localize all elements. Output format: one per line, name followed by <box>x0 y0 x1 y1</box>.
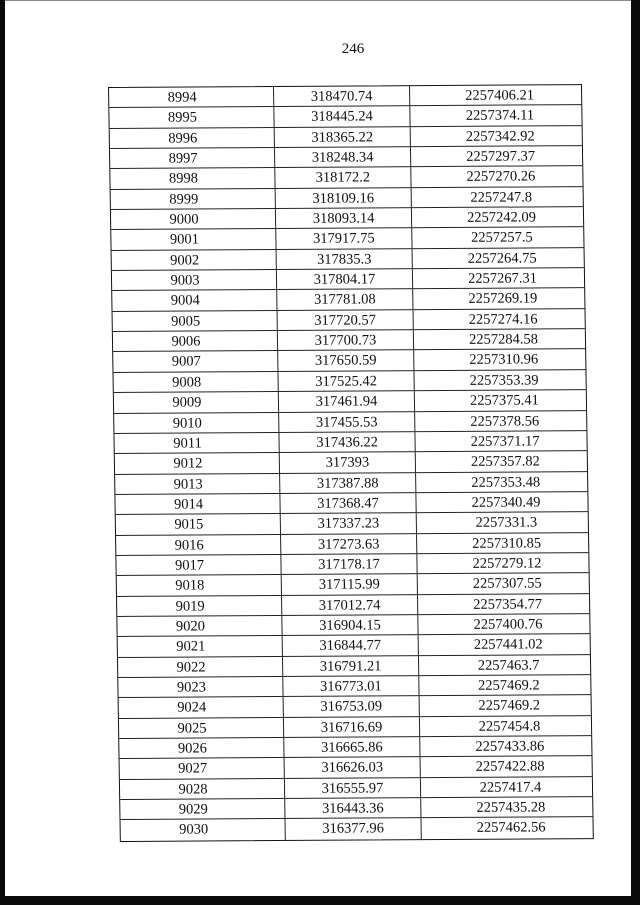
x-coordinate-cell: 317368.47 <box>279 493 415 513</box>
point-id-cell: 9003 <box>170 272 200 289</box>
table-row <box>119 716 591 739</box>
y-coordinate-cell: 2257242.09 <box>411 207 583 227</box>
table-row <box>111 207 583 230</box>
x-coordinate-cell: 317012.74 <box>281 595 417 615</box>
table-row <box>113 370 585 393</box>
x-coordinate-cell: 316555.97 <box>284 778 420 798</box>
x-coordinate-cell: 317393 <box>279 452 415 472</box>
point-id-cell: 9002 <box>170 252 200 269</box>
point-id-cell: 9019 <box>175 598 205 615</box>
table-row <box>116 512 588 535</box>
y-coordinate-cell: 2257406.21 <box>409 85 581 105</box>
x-coordinate-cell: 317835.3 <box>276 249 412 269</box>
point-id-cell: 9010 <box>172 414 202 432</box>
table-row <box>116 553 588 576</box>
point-id-cell: 9024 <box>177 699 207 716</box>
y-coordinate-cell: 2257279.12 <box>416 553 588 573</box>
table-row <box>118 675 590 698</box>
point-id-cell: 8995 <box>167 109 198 126</box>
table-row <box>117 614 589 637</box>
x-coordinate-cell: 317720.57 <box>277 310 413 330</box>
x-coordinate-cell: 316377.96 <box>285 819 421 840</box>
table-row <box>110 126 582 149</box>
x-coordinate-cell: 318365.22 <box>274 127 410 147</box>
x-coordinate-cell: 317917.75 <box>275 229 411 249</box>
y-coordinate-cell: 2257378.56 <box>414 411 586 431</box>
table-row <box>109 85 581 108</box>
table-row <box>113 309 585 332</box>
y-coordinate-cell: 2257375.41 <box>414 390 586 410</box>
x-coordinate-cell: 317178.17 <box>280 554 416 574</box>
y-coordinate-cell: 2257340.49 <box>415 492 587 512</box>
point-id-cell: 9012 <box>173 455 203 472</box>
y-coordinate-cell: 2257270.26 <box>410 166 582 186</box>
table-row <box>120 756 592 779</box>
table-row <box>117 594 589 617</box>
point-id-cell: 9022 <box>176 659 206 676</box>
point-id-cell: 8998 <box>168 170 199 188</box>
y-coordinate-cell: 2257400.76 <box>417 614 589 634</box>
table-row <box>121 817 593 840</box>
x-coordinate-cell: 318470.74 <box>273 86 409 106</box>
y-coordinate-cell: 2257354.77 <box>417 594 589 614</box>
point-id-cell: 8994 <box>167 89 197 106</box>
table-row <box>114 411 586 434</box>
table-row <box>111 187 583 210</box>
table-row <box>115 492 587 515</box>
x-coordinate-cell: 317804.17 <box>276 269 412 289</box>
x-coordinate-cell: 317700.73 <box>277 330 413 350</box>
y-coordinate-cell: 2257307.55 <box>417 573 589 593</box>
y-coordinate-cell: 2257435.28 <box>420 797 592 817</box>
table-row <box>112 268 584 291</box>
point-id-cell: 8997 <box>168 150 198 167</box>
x-coordinate-cell: 316716.69 <box>283 717 419 737</box>
x-coordinate-cell: 316443.36 <box>284 798 420 818</box>
table-row <box>119 695 591 718</box>
point-id-cell: 9025 <box>177 720 207 737</box>
x-coordinate-cell: 317455.53 <box>278 412 414 432</box>
point-id-cell: 9023 <box>176 679 207 696</box>
point-id-cell: 9028 <box>178 781 208 798</box>
point-id-cell: 9021 <box>176 638 206 655</box>
y-coordinate-cell: 2257297.37 <box>410 146 582 166</box>
y-coordinate-cell: 2257357.82 <box>415 451 587 471</box>
x-coordinate-cell: 317337.23 <box>280 513 416 533</box>
point-id-cell: 9027 <box>178 760 208 777</box>
point-id-cell: 9030 <box>179 821 209 839</box>
point-id-cell: 9013 <box>173 475 203 493</box>
x-coordinate-cell: 317650.59 <box>277 351 413 371</box>
table-row <box>116 533 588 556</box>
point-id-cell: 9006 <box>171 333 201 350</box>
y-coordinate-cell: 2257310.85 <box>416 533 588 553</box>
y-coordinate-cell: 2257441.02 <box>418 634 590 654</box>
y-coordinate-cell: 2257454.8 <box>419 716 591 736</box>
y-coordinate-cell: 2257469.2 <box>419 695 591 715</box>
table-row <box>112 289 584 312</box>
y-coordinate-cell: 2257264.75 <box>412 248 584 268</box>
x-coordinate-cell: 316665.86 <box>283 737 419 757</box>
point-id-cell: 9016 <box>174 537 204 554</box>
table-row <box>114 431 586 454</box>
x-coordinate-cell: 318248.34 <box>274 147 410 167</box>
table-row <box>115 472 587 495</box>
point-id-cell: 9001 <box>169 231 200 249</box>
x-coordinate-cell: 316791.21 <box>282 656 418 676</box>
x-coordinate-cell: 318445.24 <box>273 107 409 127</box>
y-coordinate-cell: 2257422.88 <box>420 756 592 776</box>
point-id-cell: 9029 <box>178 801 208 818</box>
point-id-cell: 9007 <box>171 353 201 371</box>
y-coordinate-cell: 2257257.5 <box>411 228 583 248</box>
x-coordinate-cell: 318109.16 <box>275 188 411 208</box>
y-coordinate-cell: 2257353.48 <box>415 472 587 492</box>
table-row <box>118 655 590 678</box>
y-coordinate-cell: 2257267.31 <box>412 268 584 288</box>
y-coordinate-cell: 2257462.56 <box>420 817 592 838</box>
point-id-cell: 9017 <box>174 557 205 574</box>
table-row <box>113 350 585 373</box>
x-coordinate-cell: 318172.2 <box>274 168 410 188</box>
table-row <box>119 736 591 759</box>
table-row <box>120 777 592 800</box>
y-coordinate-cell: 2257284.58 <box>413 329 585 349</box>
x-coordinate-cell: 316626.03 <box>284 758 420 778</box>
point-id-cell: 9005 <box>171 313 201 330</box>
point-id-cell: 8996 <box>168 130 198 147</box>
point-id-cell: 9014 <box>173 496 204 513</box>
x-coordinate-cell: 317525.42 <box>277 371 413 391</box>
x-coordinate-cell: 316773.01 <box>282 676 418 696</box>
point-id-cell: 9018 <box>175 577 205 594</box>
x-coordinate-cell: 318093.14 <box>275 208 411 228</box>
coordinate-table <box>108 84 594 842</box>
x-coordinate-cell: 317273.63 <box>280 534 416 554</box>
y-coordinate-cell: 2257269.19 <box>412 289 584 309</box>
point-id-cell: 9020 <box>175 618 206 635</box>
point-id-cell: 9008 <box>172 374 202 391</box>
point-id-cell: 9026 <box>177 740 208 757</box>
x-coordinate-cell: 316753.09 <box>283 696 419 716</box>
table-row <box>115 451 587 474</box>
table-row <box>110 146 582 169</box>
y-coordinate-cell: 2257310.96 <box>413 350 585 370</box>
point-id-cell: 8999 <box>169 191 199 208</box>
table-row <box>112 248 584 271</box>
y-coordinate-cell: 2257374.11 <box>409 105 581 125</box>
point-id-cell: 9009 <box>172 394 202 411</box>
x-coordinate-cell: 316844.77 <box>282 635 418 655</box>
table-row <box>111 228 583 251</box>
y-coordinate-cell: 2257247.8 <box>411 187 583 207</box>
table-row <box>120 797 592 820</box>
table-row <box>109 105 581 128</box>
point-id-cell: 9011 <box>173 435 202 452</box>
y-coordinate-cell: 2257469.2 <box>418 675 590 695</box>
y-coordinate-cell: 2257433.86 <box>419 736 591 756</box>
x-coordinate-cell: 317387.88 <box>279 473 415 493</box>
table-row <box>117 573 589 596</box>
y-coordinate-cell: 2257417.4 <box>420 777 592 797</box>
page-number: 246 <box>341 41 365 57</box>
x-coordinate-cell: 317781.08 <box>276 290 412 310</box>
y-coordinate-cell: 2257331.3 <box>416 512 588 532</box>
y-coordinate-cell: 2257342.92 <box>410 126 582 146</box>
table-row <box>114 390 586 413</box>
table-row <box>113 329 585 352</box>
x-coordinate-cell: 317461.94 <box>278 391 414 411</box>
y-coordinate-cell: 2257353.39 <box>413 370 585 390</box>
point-id-cell: 9004 <box>170 292 200 310</box>
x-coordinate-cell: 317115.99 <box>281 574 417 594</box>
table-row <box>118 634 590 657</box>
y-coordinate-cell: 2257371.17 <box>414 431 586 451</box>
point-id-cell: 9015 <box>174 516 204 533</box>
x-coordinate-cell: 316904.15 <box>281 615 417 635</box>
y-coordinate-cell: 2257274.16 <box>413 309 585 329</box>
x-coordinate-cell: 317436.22 <box>278 432 414 452</box>
table-row <box>110 166 582 189</box>
y-coordinate-cell: 2257463.7 <box>418 655 590 675</box>
point-id-cell: 9000 <box>169 211 199 228</box>
document-page <box>5 0 631 896</box>
